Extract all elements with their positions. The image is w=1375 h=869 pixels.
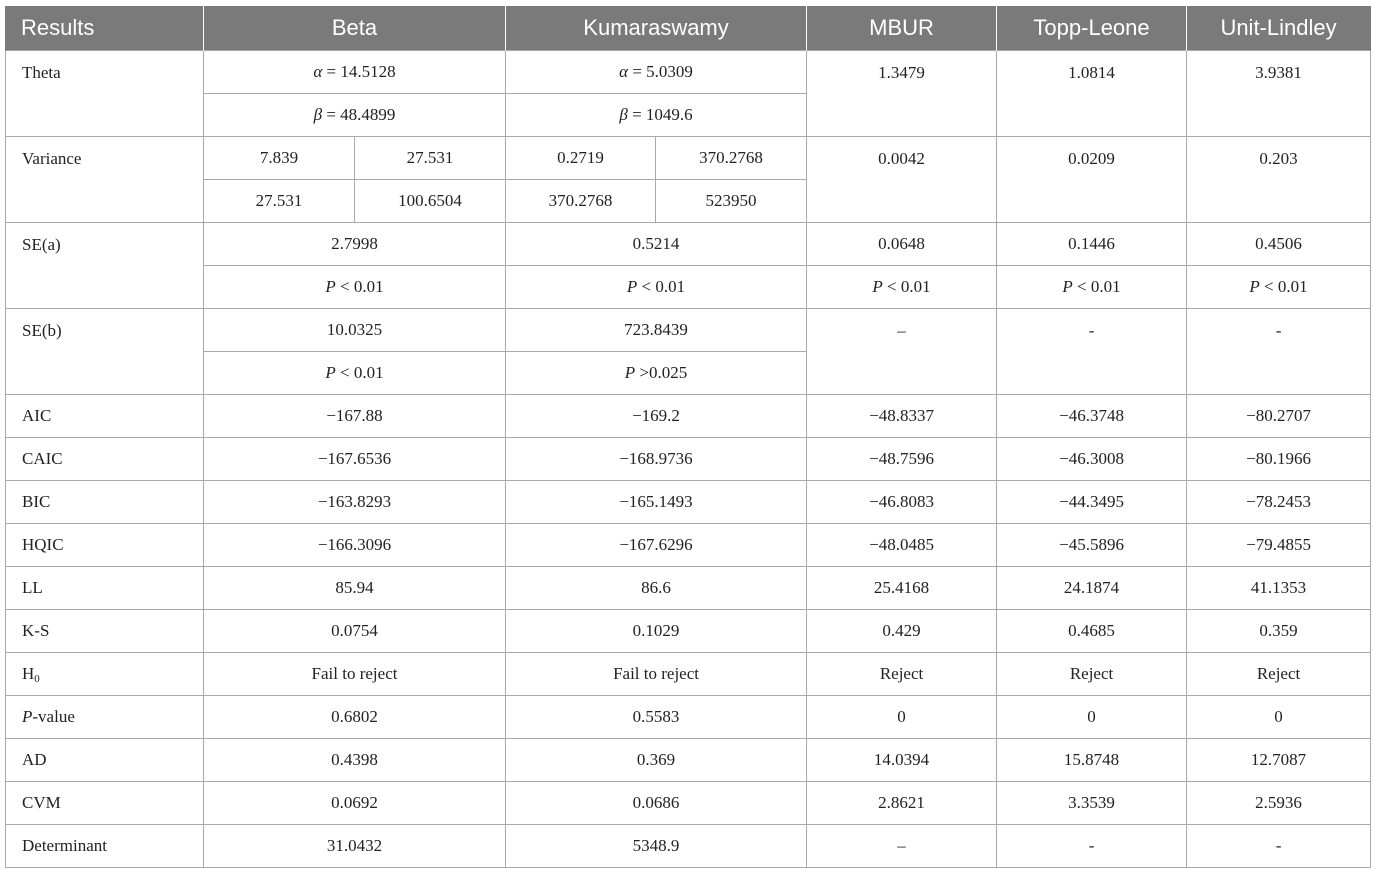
caic-unit: −80.1966 — [1187, 438, 1371, 481]
pvalue-mbur: 0 — [807, 696, 997, 739]
header-beta: Beta — [204, 6, 506, 51]
se-b-kum-p-value: >0.025 — [639, 363, 688, 382]
aic-unit: −80.2707 — [1187, 395, 1371, 438]
table-row — [6, 51, 1371, 94]
se-a-topp: 0.1446 — [997, 223, 1187, 266]
header-kumaraswamy: Kumaraswamy — [506, 6, 807, 51]
theta-topp: 1.0814 — [997, 51, 1187, 137]
caic-topp: −46.3008 — [997, 438, 1187, 481]
aic-mbur: −48.8337 — [807, 395, 997, 438]
header-mbur: MBUR — [807, 6, 997, 51]
pvalue-beta: 0.6802 — [204, 696, 506, 739]
ad-beta: 0.4398 — [204, 739, 506, 782]
variance-beta-12: 27.531 — [355, 137, 506, 180]
h0-label-sub: 0 — [34, 672, 40, 685]
table-row — [6, 137, 1371, 180]
h0-unit: Reject — [1187, 653, 1371, 696]
bic-unit: −78.2453 — [1187, 481, 1371, 524]
se-a-unit-p: P < 0.01 — [1187, 266, 1371, 309]
se-b-mbur: – — [807, 309, 997, 395]
row-label-theta: Theta — [6, 51, 204, 137]
table-row — [6, 438, 1371, 481]
variance-topp: 0.0209 — [997, 137, 1187, 223]
table-row — [6, 395, 1371, 438]
hqic-beta: −166.3096 — [204, 524, 506, 567]
row-label-se-b: SE(b) — [6, 309, 204, 395]
ad-kum: 0.369 — [506, 739, 807, 782]
se-a-mbur: 0.0648 — [807, 223, 997, 266]
row-label-cvm: CVM — [6, 782, 204, 825]
row-label-caic: CAIC — [6, 438, 204, 481]
hqic-unit: −79.4855 — [1187, 524, 1371, 567]
table-row — [6, 739, 1371, 782]
variance-beta-21: 27.531 — [204, 180, 355, 223]
h0-beta: Fail to reject — [204, 653, 506, 696]
det-mbur: – — [807, 825, 997, 868]
table-row — [6, 825, 1371, 868]
det-unit: - — [1187, 825, 1371, 868]
h0-label-letter: H — [22, 663, 35, 683]
aic-kum: −169.2 — [506, 395, 807, 438]
row-label-pvalue — [6, 696, 204, 739]
ad-mbur: 14.0394 — [807, 739, 997, 782]
theta-beta-beta: β = 48.4899 — [204, 94, 506, 137]
pvalue-label-rest: -value — [32, 707, 75, 726]
se-a-beta-p-value: < 0.01 — [340, 277, 384, 296]
table-row — [6, 223, 1371, 266]
theta-kum-alpha: α = 5.0309 — [506, 51, 807, 94]
table-row — [6, 481, 1371, 524]
table-row — [6, 653, 1371, 696]
table-row — [6, 610, 1371, 653]
header-row — [6, 6, 1371, 51]
variance-kum-21: 370.2768 — [506, 180, 656, 223]
se-a-mbur-p: P < 0.01 — [807, 266, 997, 309]
se-a-unit-p-value: < 0.01 — [1264, 277, 1308, 296]
ks-beta: 0.0754 — [204, 610, 506, 653]
ll-kum: 86.6 — [506, 567, 807, 610]
theta-mbur: 1.3479 — [807, 51, 997, 137]
table-row — [6, 696, 1371, 739]
se-a-kum-p-value: < 0.01 — [641, 277, 686, 296]
row-label-aic: AIC — [6, 395, 204, 438]
ll-mbur: 25.4168 — [807, 567, 997, 610]
bic-kum: −165.1493 — [506, 481, 807, 524]
caic-mbur: −48.7596 — [807, 438, 997, 481]
hqic-kum: −167.6296 — [506, 524, 807, 567]
se-b-beta-p: P < 0.01 — [204, 352, 506, 395]
pvalue-label-p: P — [22, 707, 33, 726]
table-row — [6, 266, 1371, 309]
variance-beta-22: 100.6504 — [355, 180, 506, 223]
h0-kum: Fail to reject — [506, 653, 807, 696]
table-row — [6, 567, 1371, 610]
se-a-topp-p-value: < 0.01 — [1077, 277, 1121, 296]
ad-topp: 15.8748 — [997, 739, 1187, 782]
caic-kum: −168.9736 — [506, 438, 807, 481]
caic-beta: −167.6536 — [204, 438, 506, 481]
row-label-variance: Variance — [6, 137, 204, 223]
header-results: Results — [6, 6, 204, 51]
theta-beta-alpha-value: 14.5128 — [340, 62, 396, 81]
se-a-beta-p: P < 0.01 — [204, 266, 506, 309]
cvm-mbur: 2.8621 — [807, 782, 997, 825]
theta-kum-beta: β = 1049.6 — [506, 94, 807, 137]
ks-unit: 0.359 — [1187, 610, 1371, 653]
bic-beta: −163.8293 — [204, 481, 506, 524]
aic-topp: −46.3748 — [997, 395, 1187, 438]
ks-topp: 0.4685 — [997, 610, 1187, 653]
det-topp: - — [997, 825, 1187, 868]
pvalue-unit: 0 — [1187, 696, 1371, 739]
ks-mbur: 0.429 — [807, 610, 997, 653]
ll-unit: 41.1353 — [1187, 567, 1371, 610]
se-a-mbur-p-value: < 0.01 — [887, 277, 931, 296]
ks-kum: 0.1029 — [506, 610, 807, 653]
variance-kum-11: 0.2719 — [506, 137, 656, 180]
se-a-unit: 0.4506 — [1187, 223, 1371, 266]
det-beta: 31.0432 — [204, 825, 506, 868]
bic-topp: −44.3495 — [997, 481, 1187, 524]
cvm-topp: 3.3539 — [997, 782, 1187, 825]
ll-beta: 85.94 — [204, 567, 506, 610]
row-label-ll: LL — [6, 567, 204, 610]
row-label-hqic: HQIC — [6, 524, 204, 567]
se-b-unit: - — [1187, 309, 1371, 395]
det-kum: 5348.9 — [506, 825, 807, 868]
variance-kum-12: 370.2768 — [656, 137, 807, 180]
cvm-beta: 0.0692 — [204, 782, 506, 825]
row-label-ks: K-S — [6, 610, 204, 653]
theta-beta-alpha: α = 14.5128 — [204, 51, 506, 94]
h0-mbur: Reject — [807, 653, 997, 696]
results-table — [5, 6, 1371, 868]
row-label-h0 — [6, 653, 204, 696]
pvalue-kum: 0.5583 — [506, 696, 807, 739]
theta-kum-alpha-value: 5.0309 — [646, 62, 693, 81]
ll-topp: 24.1874 — [997, 567, 1187, 610]
theta-kum-beta-value: 1049.6 — [645, 105, 693, 124]
table-row — [6, 524, 1371, 567]
variance-beta-11: 7.839 — [204, 137, 355, 180]
se-b-beta-p-value: < 0.01 — [340, 363, 384, 382]
table-row — [6, 782, 1371, 825]
se-b-topp: - — [997, 309, 1187, 395]
bic-mbur: −46.8083 — [807, 481, 997, 524]
row-label-bic: BIC — [6, 481, 204, 524]
hqic-mbur: −48.0485 — [807, 524, 997, 567]
theta-beta-beta-value: 48.4899 — [340, 105, 396, 124]
ad-unit: 12.7087 — [1187, 739, 1371, 782]
cvm-kum: 0.0686 — [506, 782, 807, 825]
row-label-ad: AD — [6, 739, 204, 782]
variance-kum-22: 523950 — [656, 180, 807, 223]
header-unit-lindley: Unit-Lindley — [1187, 6, 1371, 51]
row-label-determinant: Determinant — [6, 825, 204, 868]
variance-unit: 0.203 — [1187, 137, 1371, 223]
se-b-kum-p: P >0.025 — [506, 352, 807, 395]
se-b-beta: 10.0325 — [204, 309, 506, 352]
aic-beta: −167.88 — [204, 395, 506, 438]
theta-unit: 3.9381 — [1187, 51, 1371, 137]
se-a-beta: 2.7998 — [204, 223, 506, 266]
h0-topp: Reject — [997, 653, 1187, 696]
pvalue-topp: 0 — [997, 696, 1187, 739]
se-a-kum: 0.5214 — [506, 223, 807, 266]
hqic-topp: −45.5896 — [997, 524, 1187, 567]
variance-mbur: 0.0042 — [807, 137, 997, 223]
table-row — [6, 309, 1371, 352]
se-a-topp-p: P < 0.01 — [997, 266, 1187, 309]
se-b-kum: 723.8439 — [506, 309, 807, 352]
se-a-kum-p: P < 0.01 — [506, 266, 807, 309]
header-topp-leone: Topp-Leone — [997, 6, 1187, 51]
cvm-unit: 2.5936 — [1187, 782, 1371, 825]
row-label-se-a: SE(a) — [6, 223, 204, 309]
